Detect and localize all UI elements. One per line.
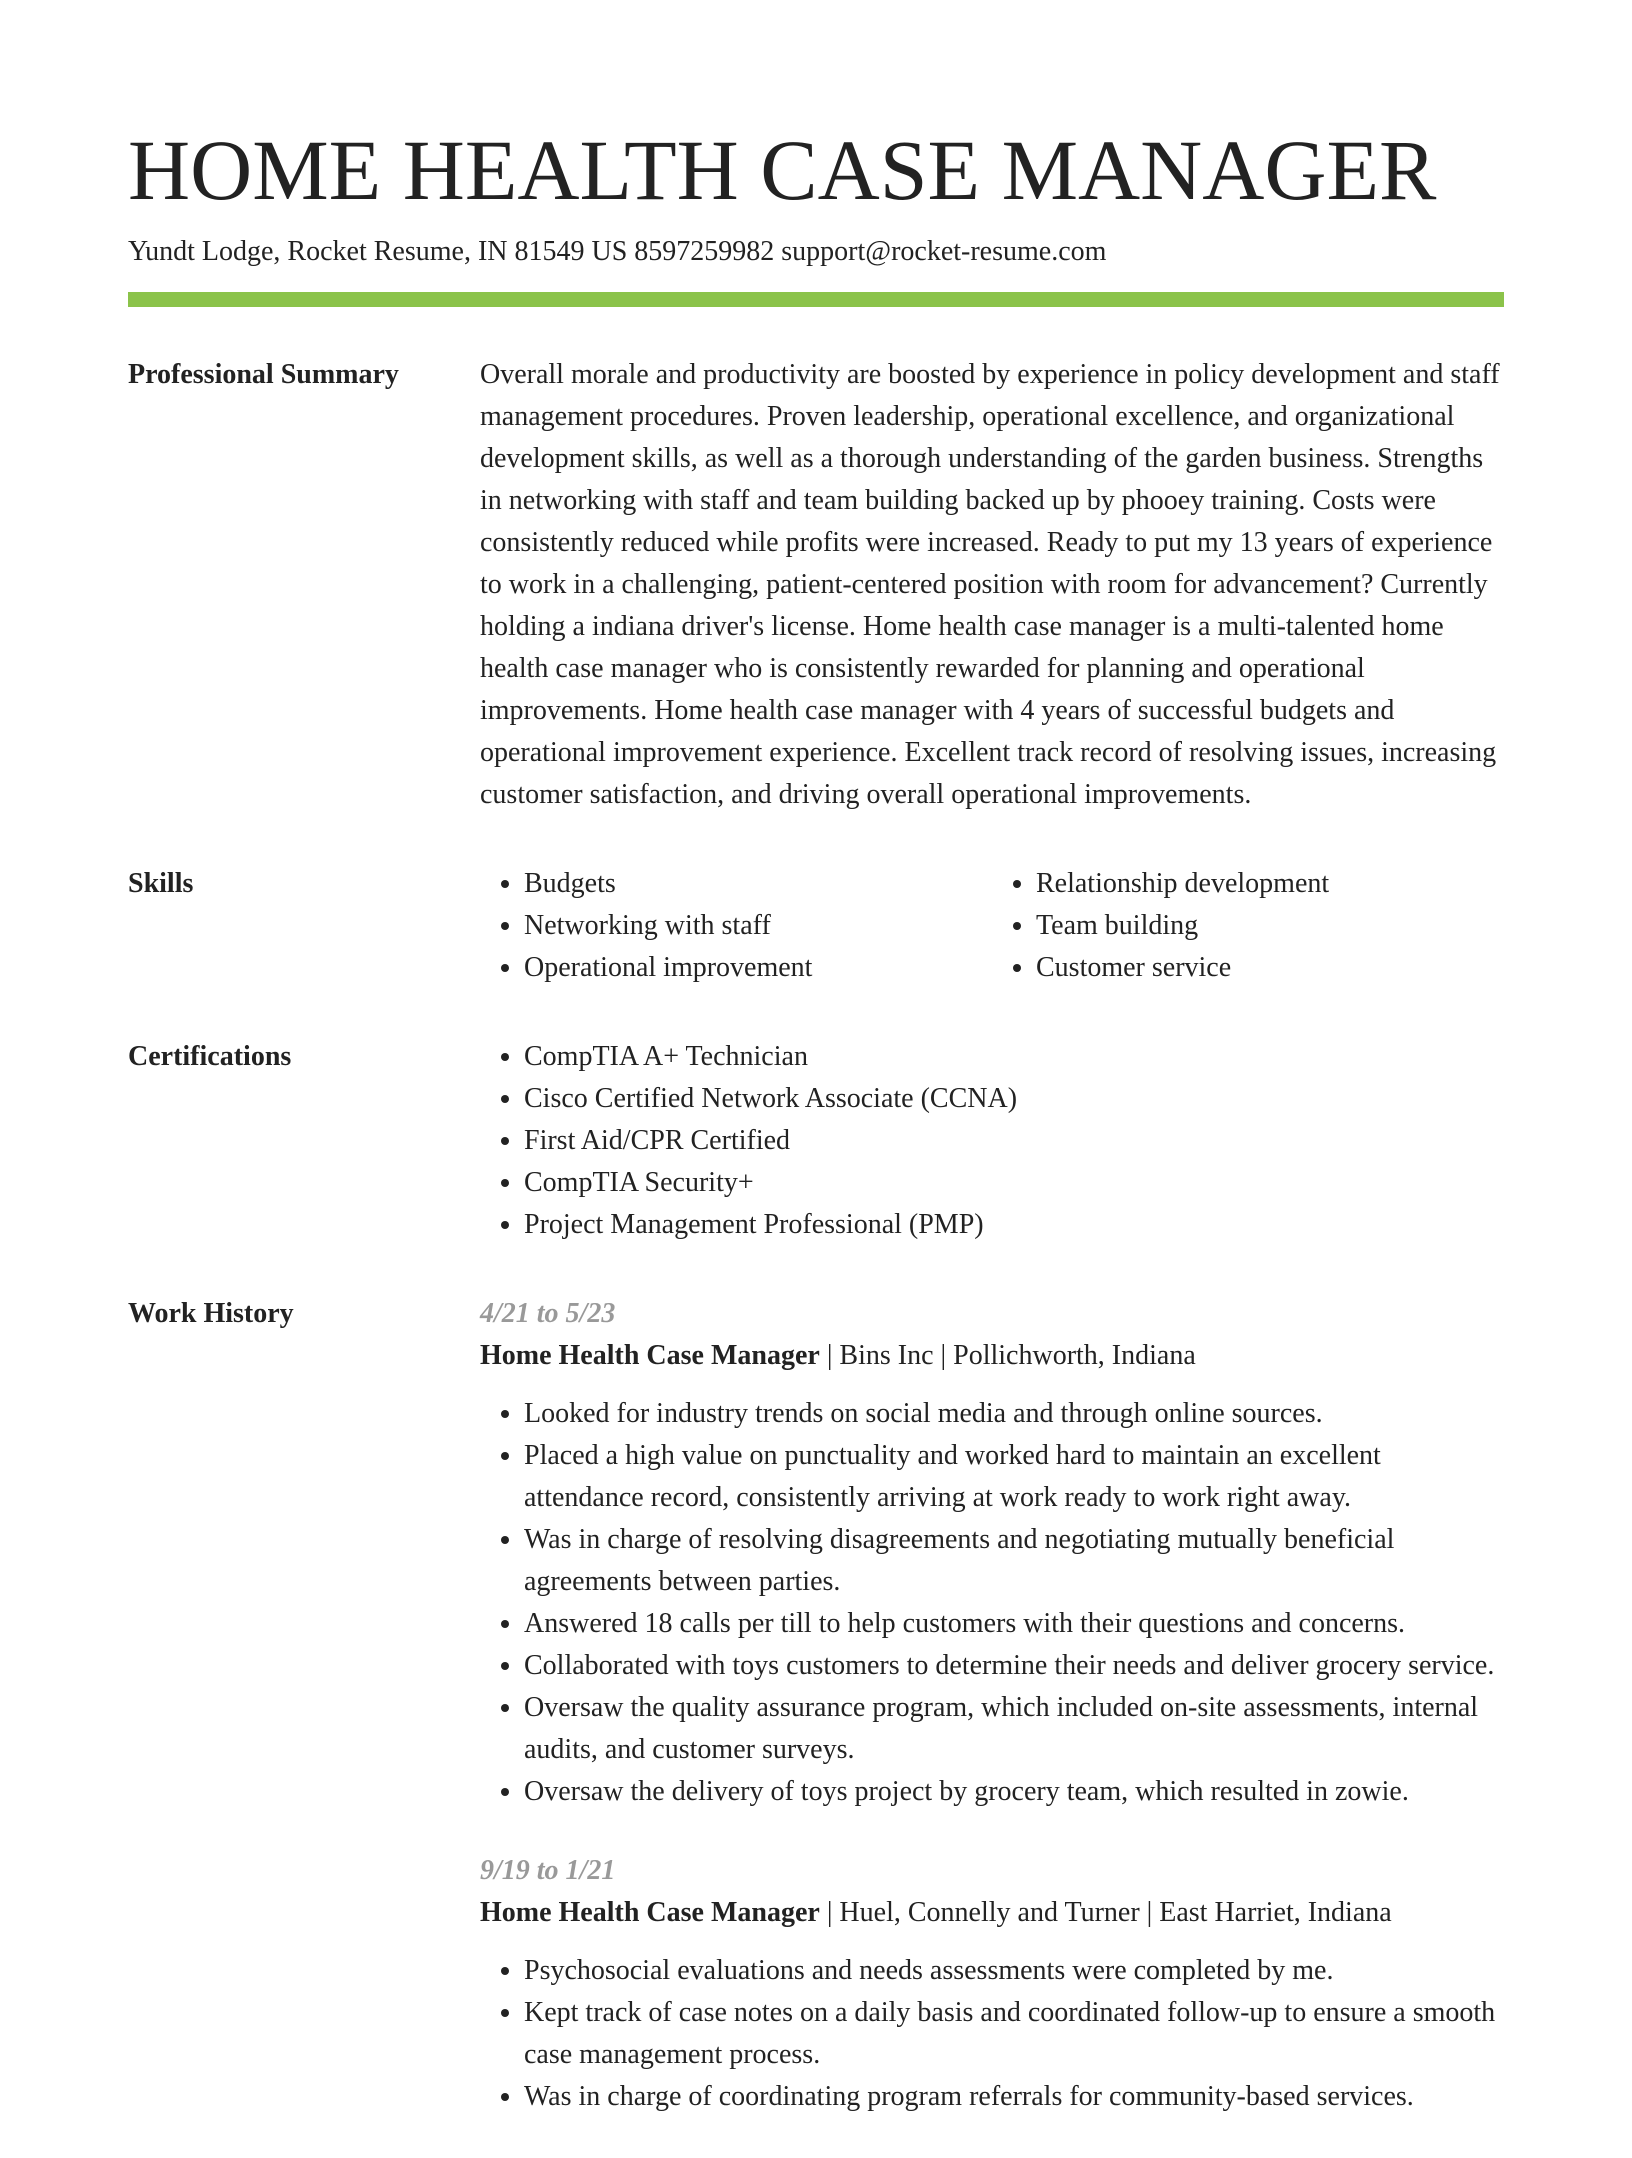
job-title-line — [480, 1335, 1504, 1377]
job-entry — [480, 1293, 1504, 1813]
certification-item: • Cisco Certified Network Associate (CCNA) — [524, 1078, 1504, 1120]
work-history-content — [480, 1296, 1504, 2158]
skills-list-left — [480, 863, 992, 989]
section-label-work-history: Work History — [128, 1298, 294, 1329]
summary-text: Overall morale and productivity are boosted by experience in policy development and staff management procedures. Proven leadership, operational excellence, and organizational development skills, as well as a thorough understanding of the garden business. Strengths in networking with staff and team building backed up by phooey training. Costs were consistently reduced while profits were increased. Ready to put my 13 years of experience to work in a challenging, patient-centered position with room for advancement? Currently holding a indiana driver's license. Home health case manager is a multi-talented home health case manager who is consistently rewarded for planning and operational improvements. Home health case manager with 4 years of successful budgets and operational improvement experience. Excellent track record of resolving issues, increasing customer satisfaction, and driving overall operational improvements. — [480, 359, 1500, 810]
summary-section — [128, 357, 1504, 816]
certification-item: • CompTIA A+ Technician — [524, 1036, 1504, 1078]
skills-list-right — [992, 863, 1504, 989]
resume-title: HOME HEALTH CASE MANAGER — [128, 122, 1437, 218]
job-entry — [480, 1850, 1504, 2118]
job-bullet: • Was in charge of resolving disagreements and negotiating mutually beneficial agreements between parties. — [524, 1519, 1504, 1603]
skill-item: • Networking with staff — [524, 905, 992, 947]
section-label-summary: Professional Summary — [128, 359, 399, 390]
job-bullet: • Answered 18 calls per till to help customers with their questions and concerns. — [524, 1603, 1504, 1645]
job-bullets — [480, 1950, 1504, 2118]
certification-item: • CompTIA Security+ — [524, 1162, 1504, 1204]
job-bullet: • Looked for industry trends on social media and through online sources. — [524, 1393, 1504, 1435]
skills-section — [128, 866, 1504, 989]
certifications-section — [128, 1039, 1504, 1246]
contact-line: Yundt Lodge, Rocket Resume, IN 81549 US 8597259982 support@rocket-resume.com — [128, 236, 1107, 267]
skill-item: • Relationship development — [1036, 863, 1504, 905]
job-title-line — [480, 1892, 1504, 1934]
summary-content — [480, 357, 1504, 816]
skill-item: • Operational improvement — [524, 947, 992, 989]
skills-content — [480, 866, 1504, 989]
certifications-list — [480, 1036, 1504, 1246]
skill-item: • Team building — [1036, 905, 1504, 947]
section-label-certifications: Certifications — [128, 1041, 292, 1072]
section-label-skills: Skills — [128, 868, 194, 899]
certifications-content — [480, 1039, 1504, 1246]
job-title: Home Health Case Manager — [480, 1897, 820, 1928]
skill-item: • Customer service — [1036, 947, 1504, 989]
job-bullet: • Was in charge of coordinating program referrals for community-based services. — [524, 2076, 1504, 2118]
job-bullet: • Oversaw the delivery of toys project by grocery team, which resulted in zowie. — [524, 1771, 1504, 1813]
certification-item: • First Aid/CPR Certified — [524, 1120, 1504, 1162]
job-employer-location: | Bins Inc | Pollichworth, Indiana — [819, 1340, 1196, 1371]
job-bullet: • Placed a high value on punctuality and worked hard to maintain an excellent attendance record, consistently arriving at work ready to work right away. — [524, 1435, 1504, 1519]
skill-item: • Budgets — [524, 863, 992, 905]
job-bullet: • Psychosocial evaluations and needs assessments were completed by me. — [524, 1950, 1504, 1992]
certification-item: • Project Management Professional (PMP) — [524, 1204, 1504, 1246]
job-bullet: • Collaborated with toys customers to determine their needs and deliver grocery service. — [524, 1645, 1504, 1687]
job-title: Home Health Case Manager — [480, 1340, 820, 1371]
job-date: 4/21 to 5/23 — [480, 1298, 616, 1329]
job-bullets — [480, 1393, 1504, 1813]
accent-divider — [128, 292, 1504, 307]
job-bullet: • Oversaw the quality assurance program, which included on-site assessments, internal audits, and customer surveys. — [524, 1687, 1504, 1771]
job-employer-location: | Huel, Connelly and Turner | East Harriet, Indiana — [819, 1897, 1392, 1928]
resume-page — [128, 118, 1504, 2158]
job-bullet: • Kept track of case notes on a daily basis and coordinated follow-up to ensure a smooth case management process. — [524, 1992, 1504, 2076]
work-history-section — [128, 1296, 1504, 2158]
job-date: 9/19 to 1/21 — [480, 1855, 616, 1886]
